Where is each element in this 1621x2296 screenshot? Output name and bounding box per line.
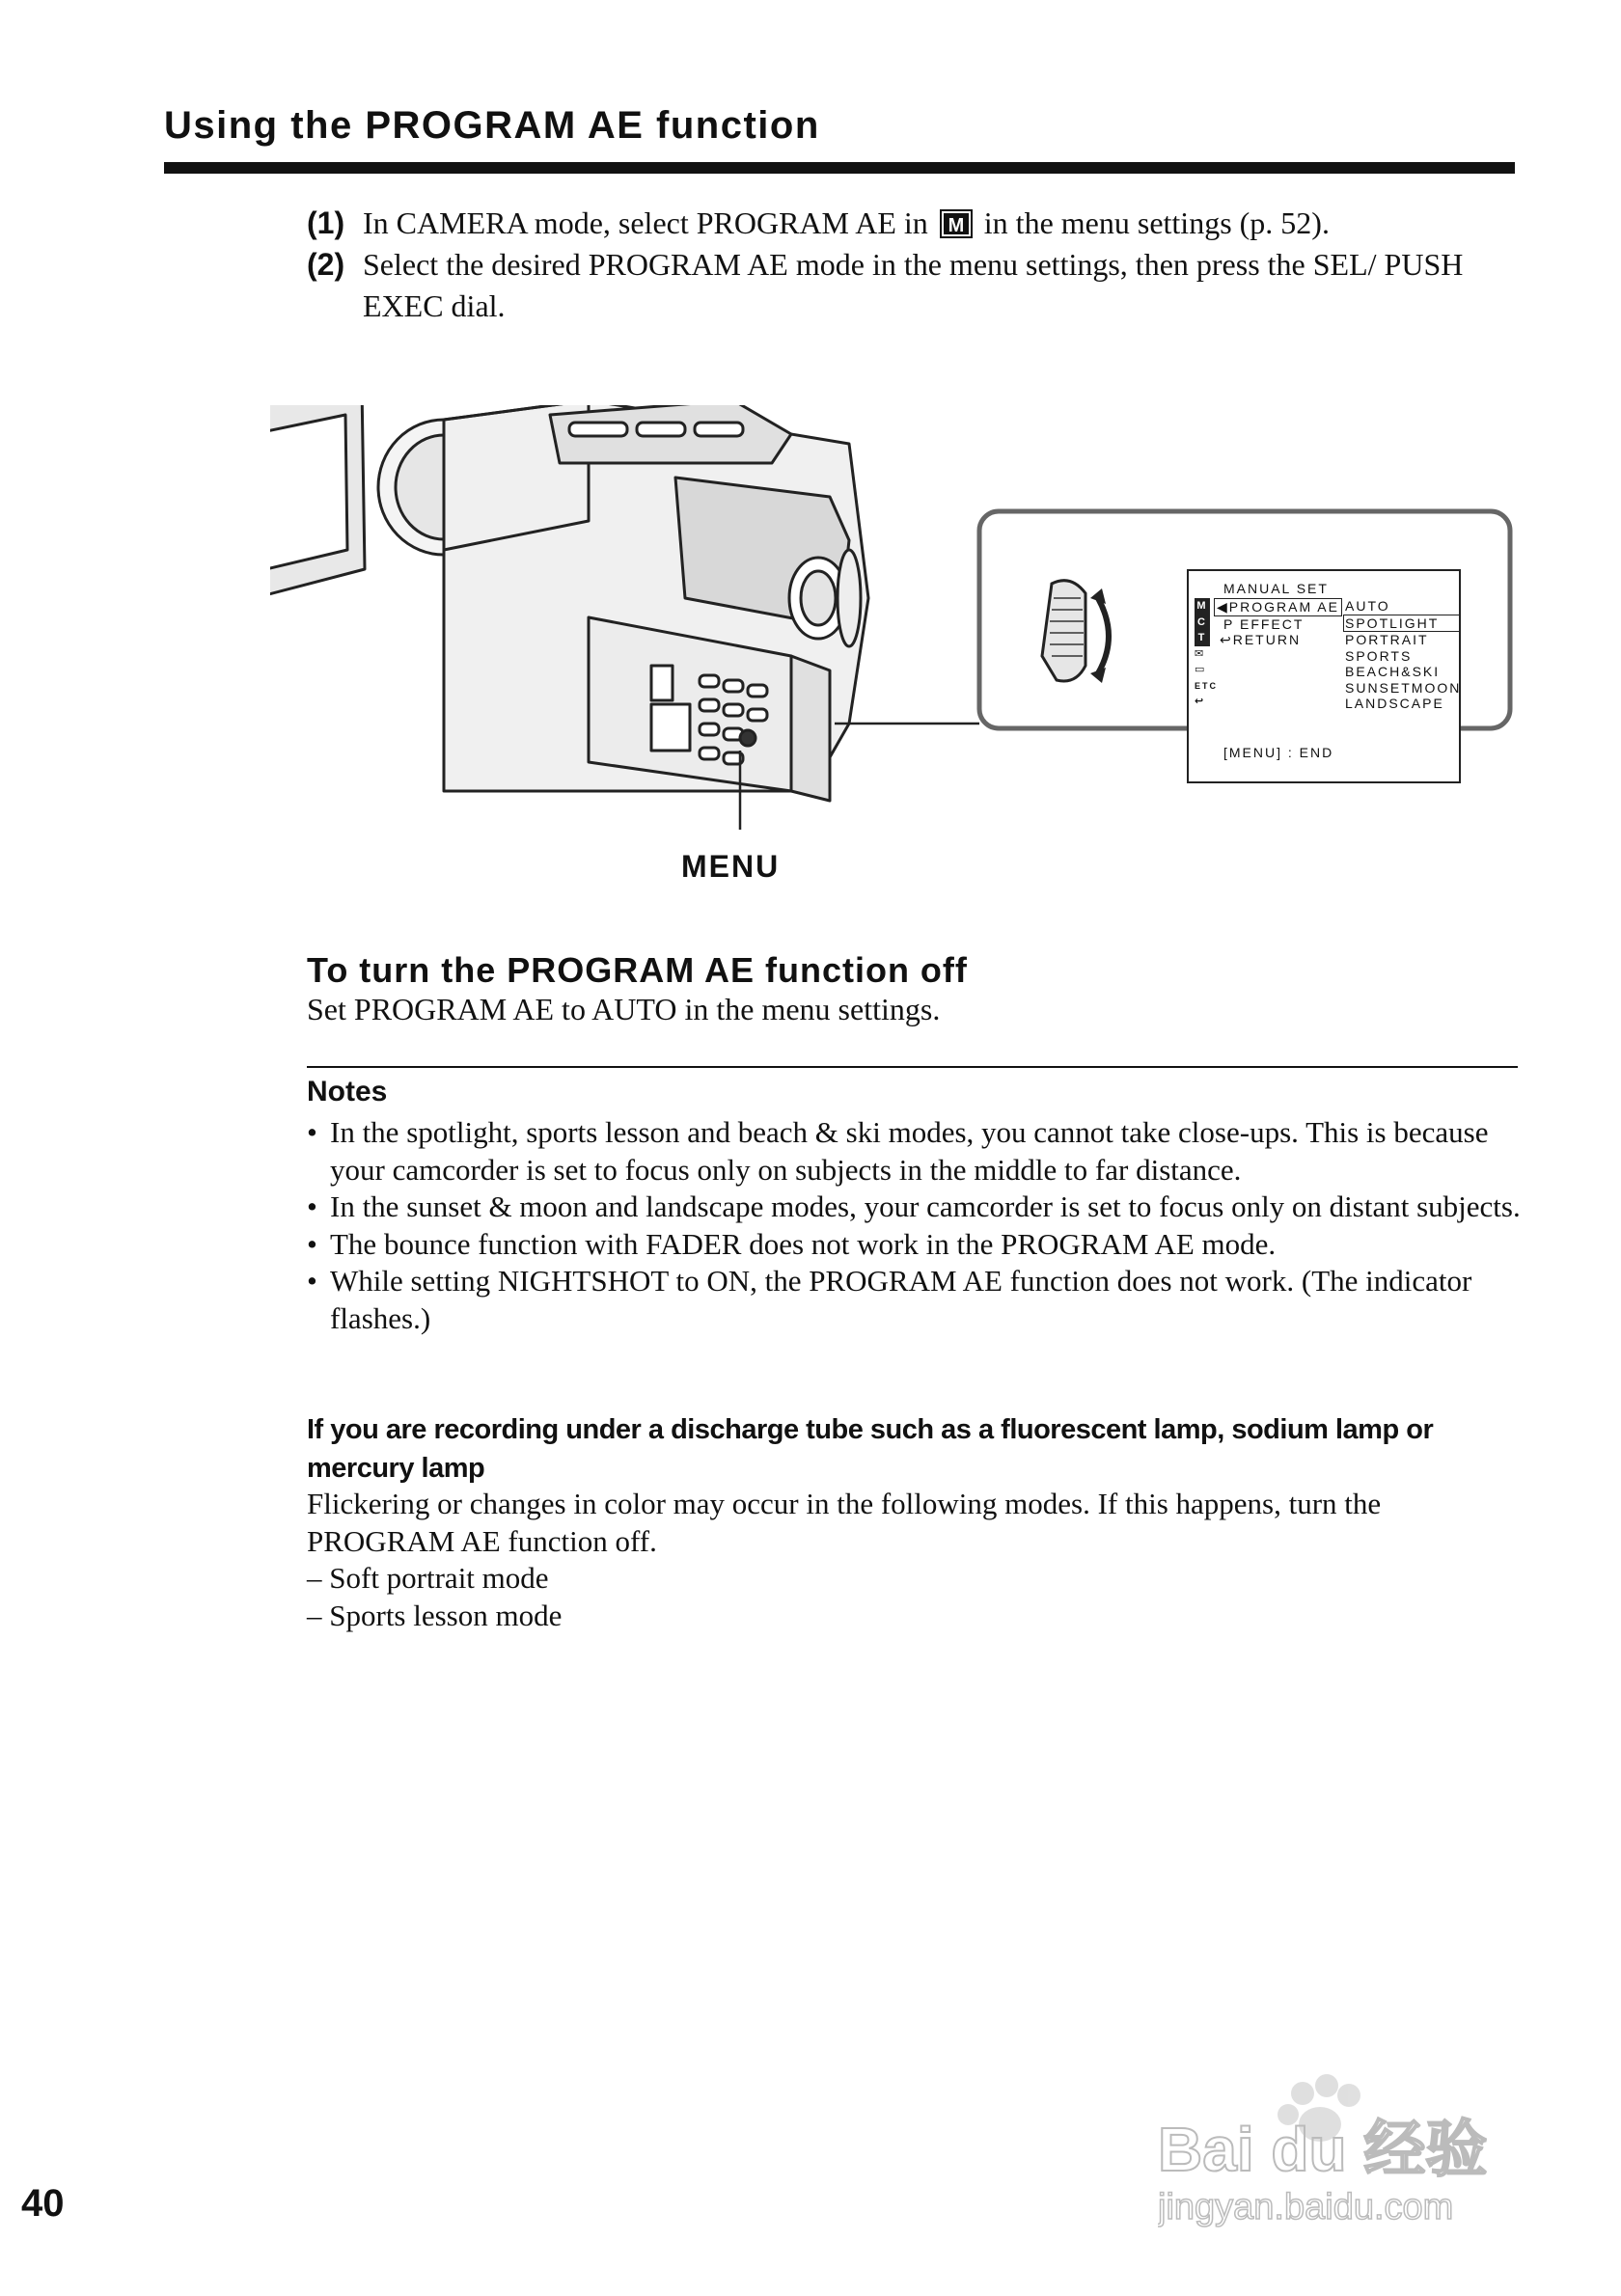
off-section-heading: To turn the PROGRAM AE function off [307,950,968,990]
svg-text:M: M [948,215,965,236]
menu-item-program-ae: ◀PROGRAM AE [1214,598,1342,616]
menu-screen [1187,569,1461,783]
flicker-text: Flickering or changes in color may occur in the following modes. If this happens, turn the PROGRAM AE function off. [307,1487,1382,1558]
menu-item-p-effect: P EFFECT [1223,615,1305,632]
page-number: 40 [21,2182,65,2225]
note-item: • In the sunset & moon and landscape modes, your camcorder is set to focus only on distant subjects. [307,1189,1521,1223]
menu-option: SPORTS [1345,647,1413,664]
mode-item: – Sports lesson mode [307,1598,563,1632]
memory-set-icon: ▭ [1195,664,1207,675]
return-icon: ↩ [1195,696,1206,707]
note-item: • While setting NIGHTSHOT to ON, the PROGRAM AE function does not work. (The indicator flashes.) [307,1264,1472,1335]
svg-text:jingyan.baidu.com: jingyan.baidu.com [1158,2187,1454,2228]
off-section-text: Set PROGRAM AE to AUTO in the menu settings. [307,992,941,1026]
menu-option: SUNSETMOON [1345,679,1462,696]
flicker-heading: If you are recording under a discharge tube such as a fluorescent lamp, sodium lamp or mercury lamp [307,1414,1434,1484]
notes-list [307,1114,1532,1337]
manual-set-icon: M [1195,598,1210,615]
step-text-start: In CAMERA mode, select PROGRAM AE in [363,205,928,240]
baidu-watermark [1158,2064,1544,2238]
menu-button-label: MENU [681,849,781,884]
menu-screen-footer: [MENU] : END [1223,745,1334,760]
step-number: (2) [307,247,345,282]
step-2 [307,244,1523,327]
notes-rule [307,1066,1518,1068]
section-title: Using the PROGRAM AE function [164,104,820,147]
title-rule [164,162,1515,174]
step-text-end: in the menu settings (p. 52). [983,205,1330,240]
menu-option: PORTRAIT [1345,632,1429,647]
step-number: (1) [307,205,345,240]
mode-list [307,1560,562,1634]
menu-screen-header: MANUAL SET [1223,581,1329,596]
camera-set-icon: C [1195,615,1210,631]
manual-set-menu-icon [940,209,973,238]
menu-option: AUTO [1345,598,1390,614]
menu-option-selected: SPOTLIGHT [1343,615,1461,633]
mode-item: – Soft portrait mode [307,1561,549,1595]
step-1 [307,203,1523,244]
lcd-set-icon: ✉ [1195,647,1206,660]
note-item: • The bounce function with FADER does not work in the PROGRAM AE mode. [307,1226,1277,1261]
svg-text:Bai du 经验: Bai du 经验 [1158,2115,1488,2184]
etc-icon: ETC [1195,680,1218,691]
menu-option: LANDSCAPE [1345,696,1444,711]
note-item: • In the spotlight, sports lesson and beach & ski modes, you cannot take close-ups. This is because your camcorder is set to focus only on subjects in the middle to far distance. [307,1115,1489,1187]
notes-heading: Notes [307,1076,388,1107]
menu-option: BEACH&SKI [1345,664,1441,679]
step-text: Select the desired PROGRAM AE mode in the menu settings, then press the SEL/ PUSH EXEC dial. [363,247,1464,323]
menu-item-return: ↩RETURN [1220,632,1302,647]
tape-set-icon: T [1195,630,1210,646]
